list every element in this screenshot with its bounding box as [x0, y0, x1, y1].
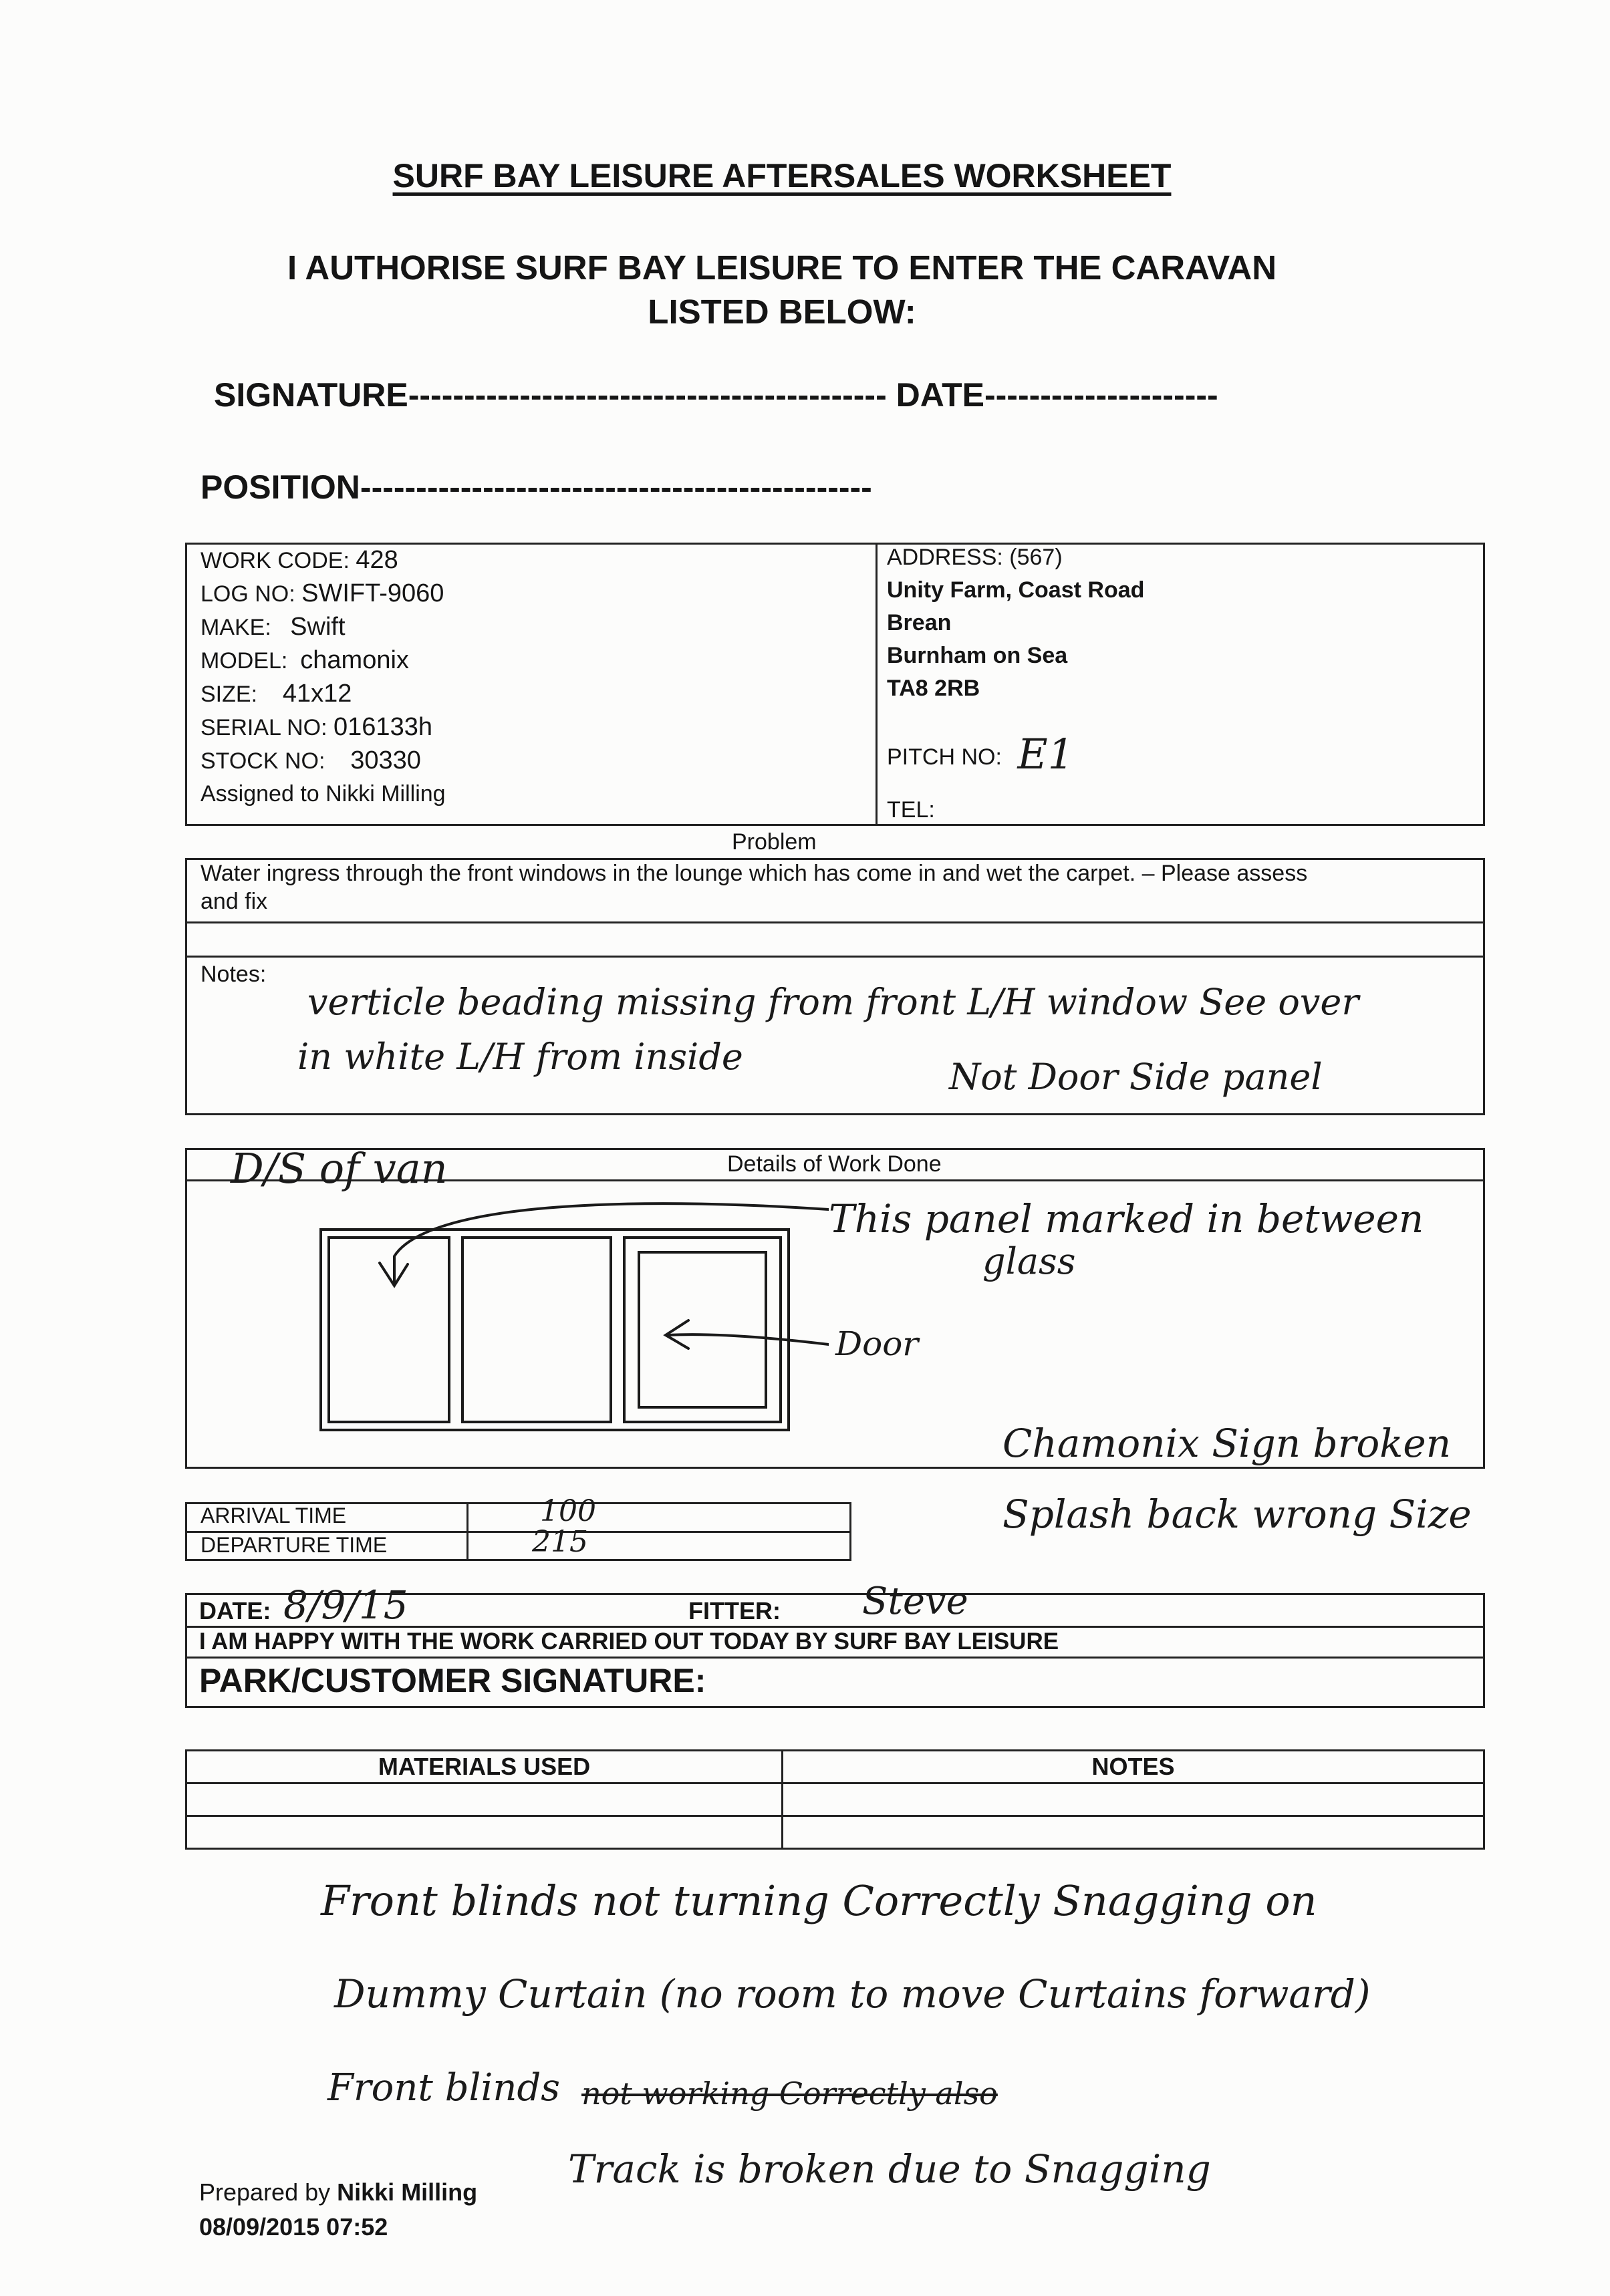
address-code: (567) [1009, 545, 1063, 570]
work-code-value: 428 [356, 546, 398, 574]
address-line-2: Brean [887, 610, 952, 635]
make-value: Swift [290, 613, 346, 641]
make-row [200, 611, 446, 644]
notes-label: Notes: [200, 962, 267, 987]
materials-row [186, 1783, 1484, 1816]
work-code-label: WORK CODE: [200, 548, 350, 573]
address-heading [887, 541, 1144, 574]
materials-used-header: MATERIALS USED [186, 1751, 783, 1783]
size-label: SIZE: [200, 682, 258, 707]
materials-cell [186, 1816, 783, 1849]
address-label: ADDRESS: [887, 545, 1003, 570]
bottom-note-line-3a: Front blinds [327, 2066, 561, 2110]
pitch-row [887, 730, 1075, 778]
problem-text-line-2: and fix [200, 889, 268, 914]
sketch-left-pane [329, 1238, 449, 1422]
make-label: MAKE: [200, 615, 271, 640]
bottom-note-line-3b-struck: not working Correctly also [581, 2075, 998, 2112]
size-row [200, 678, 446, 711]
sketch-door-pane [639, 1252, 766, 1407]
authorisation-line-2: LISTED BELOW: [648, 293, 916, 331]
materials-header-row [186, 1751, 1484, 1783]
bottom-note-line-1: Front blinds not turning Correctly Snagging on [321, 1876, 1317, 1925]
stock-label: STOCK NO: [200, 748, 325, 774]
details-divider [876, 545, 878, 824]
work-done-splash-note: Splash back wrong Size [1002, 1491, 1472, 1537]
stock-row [200, 744, 446, 778]
work-done-panel-note: This panel marked in between [829, 1196, 1424, 1242]
materials-table [185, 1749, 1485, 1850]
serial-value: 016133h [333, 713, 432, 741]
log-no-label: LOG NO: [200, 581, 295, 607]
departure-value: 215 [532, 1525, 588, 1559]
authorisation-line-1: I AUTHORISE SURF BAY LEISURE TO ENTER THE CARAVAN [287, 249, 1277, 287]
sketch-arrow-to-door [668, 1334, 829, 1344]
notes-spacer-line [187, 956, 1483, 958]
caravan-details [200, 544, 446, 811]
arrival-value: 100 [540, 1494, 596, 1528]
authorisation-statement [0, 246, 1564, 334]
log-no-row [200, 577, 446, 611]
customer-signature-label: PARK/CUSTOMER SIGNATURE: [199, 1662, 706, 1699]
page-title: SURF BAY LEISURE AFTERSALES WORKSHEET [392, 157, 1172, 194]
work-code-row [200, 544, 446, 577]
problem-heading: Problem [732, 829, 817, 855]
arrival-label: ARRIVAL TIME [200, 1503, 347, 1528]
serial-row [200, 711, 446, 744]
date-label: DATE: [199, 1597, 271, 1624]
work-done-sign-note: Chamonix Sign broken [1002, 1421, 1452, 1466]
materials-notes-cell [783, 1783, 1484, 1816]
problem-text [200, 859, 1307, 915]
stock-value: 30330 [350, 746, 421, 774]
prepared-by-label: Prepared by [199, 2178, 331, 2206]
fitter-value: Steve [862, 1580, 968, 1623]
address-line-3: Burnham on Sea [887, 643, 1068, 668]
pitch-label: PITCH NO: [887, 744, 1002, 770]
size-value: 41x12 [282, 680, 352, 708]
materials-row [186, 1816, 1484, 1849]
notes-handwriting-3: Not Door Side panel [949, 1056, 1323, 1098]
sketch-outer-frame [321, 1230, 789, 1430]
work-done-glass-note: glass [982, 1240, 1076, 1282]
serial-label: SERIAL NO: [200, 715, 327, 740]
tel-label: TEL: [887, 797, 935, 823]
fitter-label: FITTER: [688, 1597, 781, 1624]
address-line-1: Unity Farm, Coast Road [887, 577, 1145, 603]
assigned-to: Assigned to Nikki Milling [200, 781, 446, 807]
problem-text-line-1: Water ingress through the front windows in the lounge which has come in and wet the carpet. – Please assess [200, 861, 1308, 886]
window-sketch [294, 1189, 829, 1457]
position-line: POSITION---------------------------------------------- [200, 468, 872, 506]
sketch-right-pane [624, 1238, 781, 1422]
departure-label: DEPARTURE TIME [200, 1533, 388, 1557]
work-done-heading: Details of Work Done [727, 1151, 942, 1177]
work-done-ds-note: D/S of van [231, 1144, 448, 1193]
sketch-middle-pane [462, 1238, 611, 1422]
notes-handwriting-2: in white L/H from inside [297, 1036, 743, 1078]
model-value: chamonix [300, 646, 409, 674]
pitch-value: E1 [1017, 730, 1075, 778]
materials-notes-header: NOTES [783, 1751, 1484, 1783]
prepared-timestamp: 08/09/2015 07:52 [199, 2213, 388, 2241]
model-label: MODEL: [200, 648, 288, 674]
address-line-4: TA8 2RB [887, 676, 980, 701]
signature-date-line: SIGNATURE------------------------------------------- DATE--------------------- [214, 376, 1218, 414]
materials-notes-cell [783, 1816, 1484, 1849]
prepared-by [199, 2178, 477, 2206]
bottom-note-line-2: Dummy Curtain (no room to move Curtains forward) [334, 1971, 1371, 2017]
address-block [887, 541, 1144, 705]
happy-statement: I AM HAPPY WITH THE WORK CARRIED OUT TODAY BY SURF BAY LEISURE [199, 1628, 1059, 1655]
prepared-by-name: Nikki Milling [337, 2178, 478, 2206]
date-value: 8/9/15 [283, 1582, 408, 1628]
materials-cell [186, 1783, 783, 1816]
signoff-row-divider-2 [187, 1657, 1483, 1659]
work-done-door-note: Door [835, 1324, 919, 1363]
notes-handwriting-1: verticle beading missing from front L/H window See over [307, 981, 1359, 1023]
bottom-note-line-4: Track is broken due to Snagging [568, 2146, 1211, 2192]
log-no-value: SWIFT-9060 [301, 579, 444, 607]
model-row [200, 644, 446, 678]
